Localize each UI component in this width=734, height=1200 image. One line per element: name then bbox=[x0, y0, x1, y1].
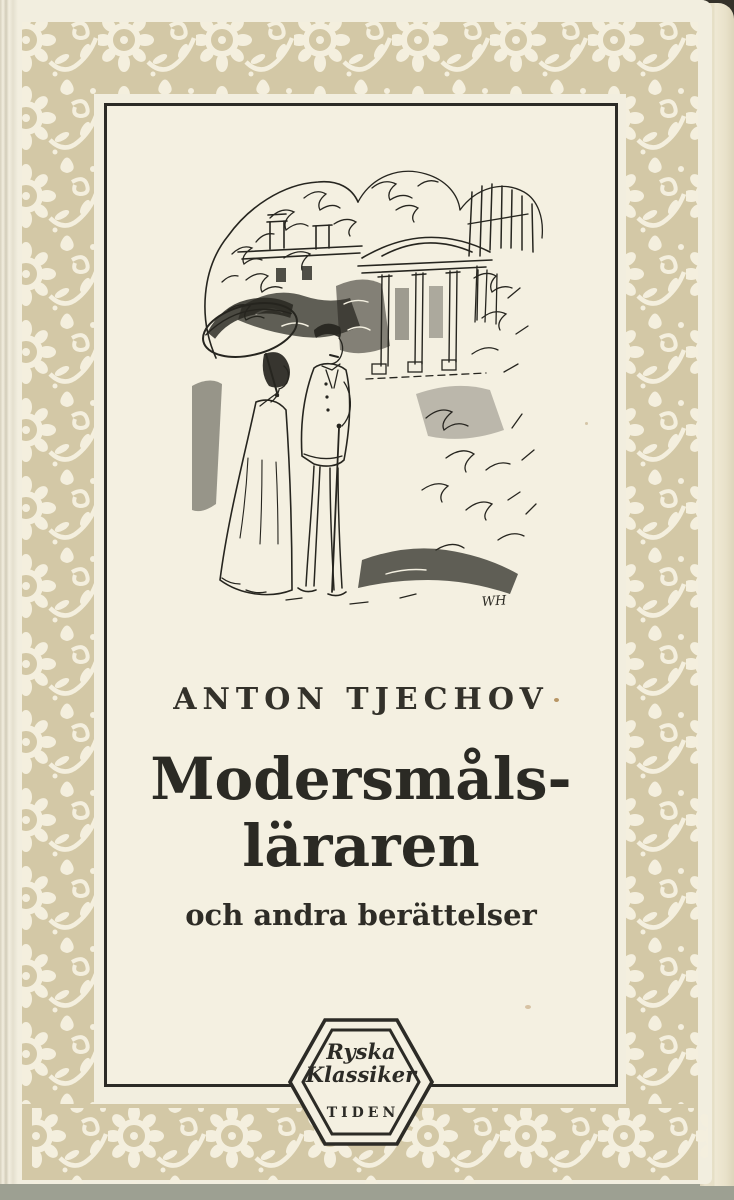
book-title bbox=[94, 746, 628, 880]
foxing-speck bbox=[525, 1005, 531, 1009]
publisher-badge bbox=[286, 1015, 436, 1149]
book-subtitle: och andra berättelser bbox=[185, 898, 537, 932]
publisher-name: TIDEN bbox=[326, 1105, 400, 1121]
series-name-line1: Ryska bbox=[326, 1039, 396, 1064]
book-title-line2: läraren bbox=[242, 812, 480, 880]
book-title-line1: Modersmåls- bbox=[150, 745, 572, 813]
spine-crease-shading bbox=[0, 0, 18, 1184]
series-name-line2: Klassiker bbox=[305, 1062, 417, 1087]
foxing-speck bbox=[554, 698, 559, 702]
foxing-speck bbox=[585, 422, 588, 425]
illustration-signature: WH bbox=[481, 593, 507, 610]
cover-illustration bbox=[186, 158, 548, 620]
author-name: ANTON TJECHOV bbox=[173, 682, 549, 717]
